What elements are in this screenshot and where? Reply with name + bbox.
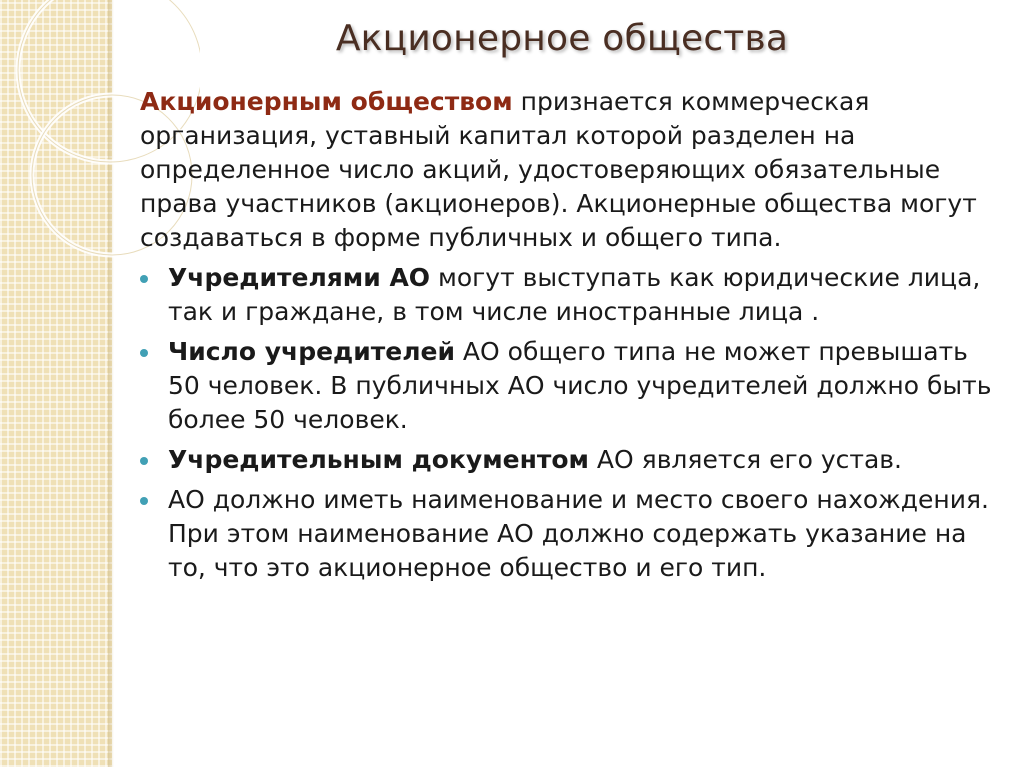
slide-title: Акционерное общества <box>335 18 789 59</box>
bullet-item-founders-count <box>136 335 1006 437</box>
bullet-item-naming <box>136 483 1006 585</box>
bullet-text: АО является его устав. <box>588 445 902 474</box>
intro-paragraph <box>136 85 1006 255</box>
slide-body <box>136 85 1006 591</box>
bullet-item-founding-document <box>136 443 1006 477</box>
bullet-dot-icon <box>140 497 148 505</box>
bullet-item-founders <box>136 261 1006 329</box>
bullet-text: АО общего типа не может превышать 50 человек. В публичных АО число учредителей должно быть более 50 человек. <box>168 337 992 434</box>
bullet-list <box>136 261 1006 585</box>
bullet-dot-icon <box>140 457 148 465</box>
bullet-text: АО должно иметь наименование и место своего нахождения. При этом наименование АО должно содержать указание на то, что это акционерное общество и его тип. <box>168 485 989 582</box>
bullet-bold: Учредителями АО <box>168 263 431 292</box>
bullet-bold: Число учредителей <box>168 337 455 366</box>
bullet-bold: Учредительным документом <box>168 445 589 474</box>
intro-highlight: Акционерным обществом <box>140 87 513 116</box>
intro-text: признается коммерческая организация, уставный капитал которой разделен на определенное число акций, удостоверяющих обязательные права участников (акционеров). Акционерные общества могут создаваться в форме публичных и общего типа. <box>140 87 977 252</box>
bullet-text: могут выступать как юридические лица, так и граждане, в том числе иностранные лица . <box>168 263 981 326</box>
bullet-dot-icon <box>140 349 148 357</box>
bullet-dot-icon <box>140 275 148 283</box>
